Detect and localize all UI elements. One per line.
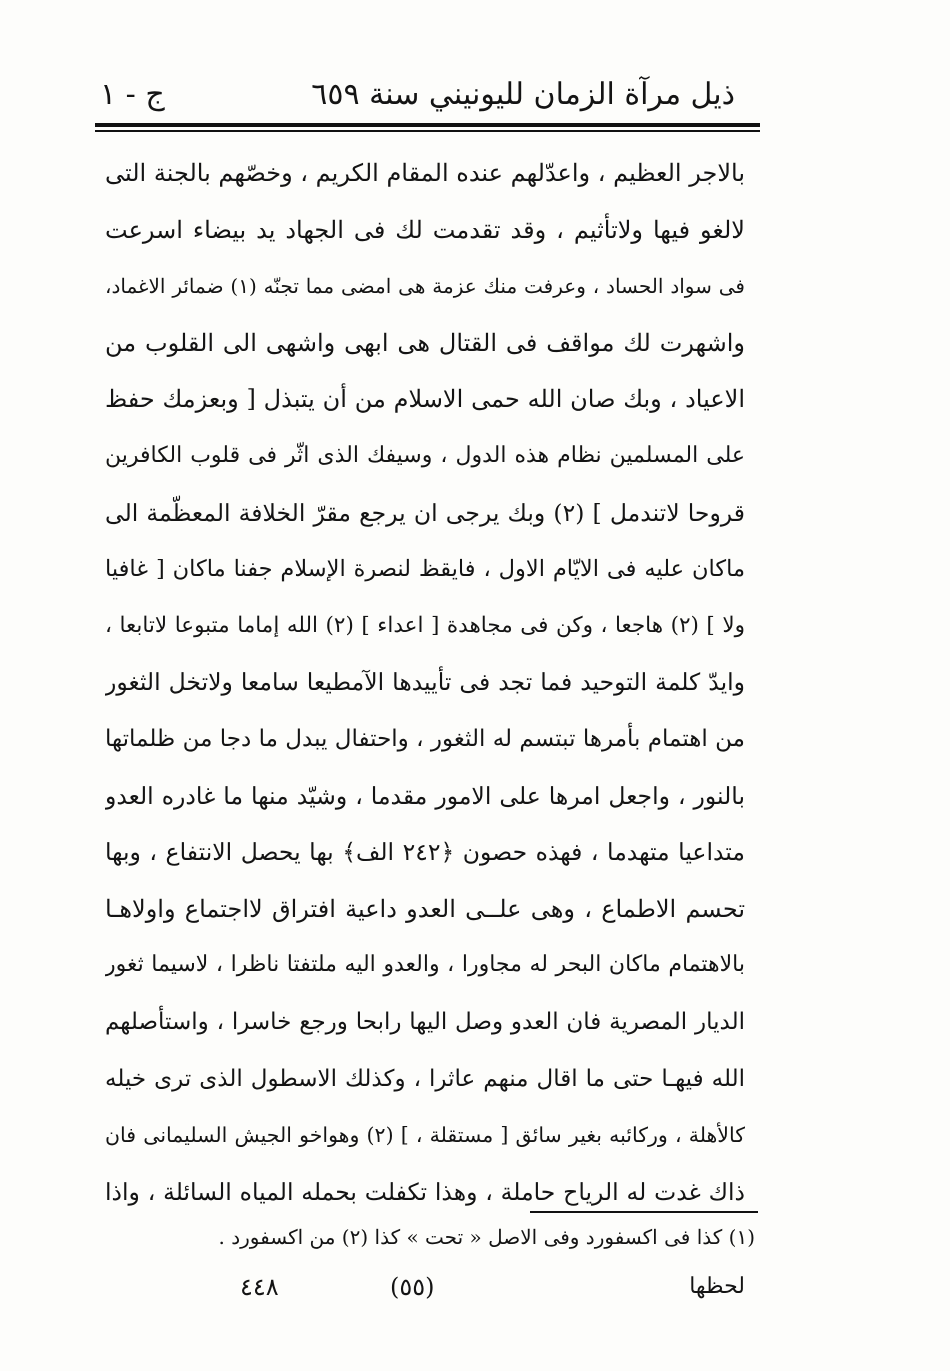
- footnote: (١) كذا فى اكسفورد وفى الاصل « تحت » كذا (٢) من اكسفورد .: [218, 1225, 755, 1249]
- page-number: (٥٥): [390, 1273, 435, 1301]
- text-line: بالنور ، واجعل امرها على الامور مقدما ، وشيّد منها ما غادره العدو: [105, 781, 745, 810]
- text-line: بالاجر العظيم ، واعدّلهم عنده المقام الكريم ، وخصّهم بالجنة التى: [105, 159, 745, 187]
- text-line: ولا ] (٢) هاجعا ، وكن فى مجاهدة [ اعداء ] (٢) الله إماما متبوعا لاتابعا ،: [105, 612, 745, 638]
- page-foot: [100, 1262, 745, 1312]
- catchword: لحظها: [689, 1274, 745, 1299]
- text-line: لالغو فيها ولاتأثيم ، وقد تقدمت لك فى الجهاد يد بيضاء اسرعت: [105, 215, 745, 244]
- text-line: ماكان عليه فى الايّام الاول ، فايقظ لنصرة الإسلام جفنا ماكان [ غافيا: [105, 556, 745, 583]
- text-line: كالأهلة ، وركائبه بغير سائق [ مستقلة ، ] (٢) وهواخو الجيش السليمانى فان: [105, 1123, 745, 1148]
- header-rule: [95, 123, 760, 127]
- header-rule-thin: [95, 130, 760, 132]
- text-line: على المسلمين نظام هذه الدول ، وسيفك الذى اثّر فى قلوب الكافرين: [105, 442, 745, 468]
- text-line: واشهرت لك مواقف فى القتال هى ابهى واشهى الى القلوب من: [105, 328, 745, 357]
- text-line: من اهتمام بأمرها تبتسم له الثغور ، واحتفال يبدل ما دجا من ظلماتها: [105, 725, 745, 752]
- text-line: الله فيهـا حتى ما اقال منهم عاثرا ، وكذلك الاسطول الذى ترى خيله: [105, 1065, 745, 1092]
- text-line: تحسم الاطماع ، وهى علــى العدو داعية افتراق لااجتماع واولاهـا: [105, 894, 745, 923]
- text-line: متداعيا متهدما ، فهذه حصون ﴿٢٤٢ الف﴾ بها يحصل الانتفاع ، وبها: [105, 838, 745, 867]
- text-line: الاعياد ، وبك صان الله حمى الاسلام من أن يتبذل [ وبعزمك حفظ: [105, 385, 745, 414]
- running-head-title: ذيل مرآة الزمان لليونيني سنة ٦٥٩: [311, 77, 735, 112]
- text-line: بالاهتمام ماكان البحر له مجاورا ، والعدو اليه ملتفتا ناظرا ، لاسيما ثغور: [105, 952, 745, 978]
- text-line: ذاك غدت له الرياح حاملة ، وهذا تكفلت بحمله المياه السائلة ، واذا: [105, 1177, 745, 1206]
- text-line: وايدّ كلمة التوحيد فما تجد فى تأييدها الآمطيعا سامعا ولاتخل الثغور: [105, 668, 745, 697]
- running-head: [100, 72, 735, 118]
- text-line: الديار المصرية فان العدو وصل اليها رابحا ورجع خاسرا ، واستأصلهم: [105, 1008, 745, 1035]
- running-head-part-number: ج - ١: [100, 77, 165, 112]
- footnote-rule: [530, 1211, 758, 1213]
- sheet-number: ٤٤٨: [240, 1273, 279, 1301]
- text-line: فى سواد الحساد ، وعرفت منك عزمة هى امضى مما تجنّه (١) ضمائر الاغماد،: [105, 274, 745, 299]
- body-text: [105, 145, 745, 1220]
- text-line: قروحا لاتندمل ] (٢) وبك يرجى ان يرجع مقرّ الخلافة المعظّمة الى: [105, 498, 745, 527]
